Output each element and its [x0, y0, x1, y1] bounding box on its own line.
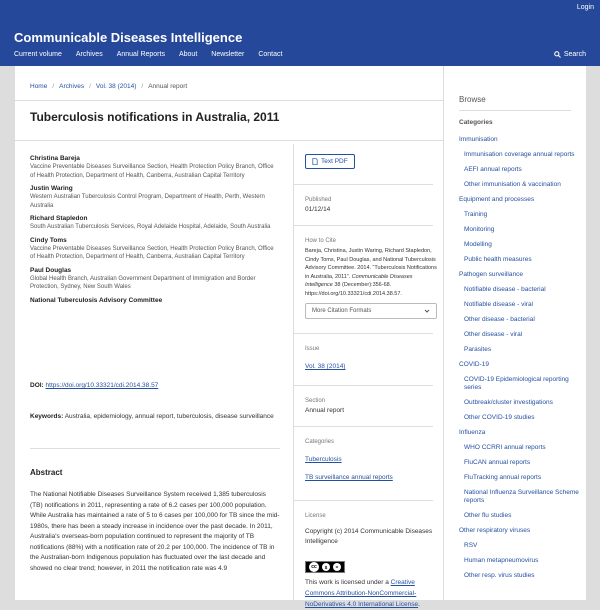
author-affiliation: South Australian Tuberculosis Services, Royal Adelaide Hospital, Adelaide, South Australia — [30, 224, 271, 230]
search-icon — [554, 51, 561, 58]
sidebar-subcategory-link[interactable]: Modelling — [464, 241, 492, 248]
license-link[interactable]: Creative Commons Attribution-NonCommercial-NoDerivatives 4.0 International License — [305, 579, 419, 608]
abstract-text: The National Notifiable Diseases Surveillance System received 1,385 tuberculosis (TB) notifications in 2011, representing a rate of 6.2 cases per 100,000 population. While Australia has maintained a rate of 5 to 6 cases per 100,000 for TB since the mid-1980s, there has been a steady increase in incidence over the past decade. In 2011, Australia's overseas-born population continued to represent the majority of TB notifications (88%) with a notification rate of 20.2 per 100,000. The incidence of TB in the Australian-born Indigenous population has fluctuated over the last decade and showed no clear trend; however, in 2011 the notification rate was 4.9 — [30, 491, 280, 572]
author-affiliation: Western Australian Tuberculosis Control Program, Department of Health, Perth, Western Australia — [30, 194, 265, 209]
sidebar-subcategory-link[interactable]: Training — [464, 211, 488, 218]
divider — [293, 500, 433, 501]
creative-commons-icon: cc $ = — [305, 561, 345, 573]
article-main — [14, 66, 444, 608]
divider — [293, 426, 433, 427]
author-name: Cindy Toms — [30, 236, 67, 244]
site-header — [0, 0, 600, 66]
sidebar-subcategory-link[interactable]: Other disease - viral — [464, 331, 523, 338]
author — [30, 296, 280, 305]
sidebar-subcategory-link[interactable]: Public health measures — [464, 256, 532, 263]
published-date: 01/12/14 — [305, 206, 331, 213]
author-list — [30, 154, 280, 309]
license-post: . — [418, 601, 420, 608]
sidebar-subcategory-link[interactable]: FluTracking annual reports — [464, 474, 542, 481]
doi-link[interactable]: https://doi.org/10.33321/cdi.2014.38.57 — [45, 382, 159, 389]
section-label: Section — [305, 398, 326, 404]
keywords-label: Keywords: — [30, 413, 64, 420]
login-link[interactable]: Login — [576, 4, 594, 11]
categories-heading: Categories — [459, 119, 493, 126]
breadcrumb-separator: / — [89, 83, 91, 90]
sidebar-subcategory-link[interactable]: Other immunisation & vaccination — [464, 181, 561, 188]
more-citation-formats-dropdown[interactable] — [305, 303, 437, 319]
browse-heading: Browse — [459, 95, 486, 104]
main-nav — [14, 51, 282, 58]
file-icon — [312, 158, 318, 165]
breadcrumb-volume[interactable]: Vol. 38 (2014) — [95, 83, 137, 90]
author — [30, 214, 280, 232]
nav-current-volume[interactable]: Current volume — [14, 51, 62, 58]
author-name: Richard Stapledon — [30, 215, 88, 222]
article-details — [305, 152, 437, 610]
nav-annual-reports[interactable]: Annual Reports — [116, 51, 165, 58]
divider — [30, 448, 280, 449]
category-list — [459, 136, 584, 587]
nav-contact[interactable]: Contact — [258, 51, 283, 58]
author — [30, 266, 280, 292]
sidebar-subcategory-link[interactable]: National Influenza Surveillance Scheme reports — [464, 489, 579, 504]
sidebar-category-link[interactable]: Pathogen surveillance — [459, 271, 523, 278]
sidebar-subcategory-link[interactable]: Immunisation coverage annual reports — [464, 151, 575, 158]
divider — [293, 184, 433, 185]
sidebar-category-link[interactable]: Influenza — [459, 429, 486, 436]
sidebar — [444, 66, 586, 600]
search-label: Search — [563, 51, 586, 58]
pdf-button-label: Text PDF — [321, 158, 348, 165]
cc-license-badge[interactable] — [305, 555, 437, 573]
nav-newsletter[interactable]: Newsletter — [211, 51, 245, 58]
license-label: License — [305, 513, 326, 519]
breadcrumb-separator: / — [141, 83, 144, 90]
article-title: Tuberculosis notifications in Australia, 2011 — [30, 110, 280, 124]
citation-plain: Bareja, Christina, Justin Waring, Richard Stapledon, Cindy Toms, Paul Douglas, and National Tuberculosis Advisory Committee. 2014. “Tuberculosis Notifications in Australia, 2011”. — [305, 248, 437, 280]
site-title[interactable]: Communicable Diseases Intelligence — [14, 30, 243, 45]
author-name: Paul Douglas — [30, 266, 72, 274]
divider — [15, 100, 445, 101]
column-divider — [293, 144, 294, 600]
copyright-text: Copyright (c) 2014 Communicable Diseases Intelligence — [305, 528, 433, 545]
sidebar-subcategory-link[interactable]: Other resp. virus studies — [464, 572, 535, 579]
breadcrumb-archives[interactable]: Archives — [59, 83, 85, 90]
issue-link[interactable]: Vol. 38 (2014) — [305, 363, 346, 370]
cite-label: How to Cite — [305, 238, 337, 244]
sidebar-category-link[interactable]: Other respiratory viruses — [459, 527, 531, 534]
sidebar-category-link[interactable]: COVID-19 — [459, 361, 489, 368]
doi-label: DOI: — [30, 382, 44, 389]
sidebar-subcategory-link[interactable]: Outbreak/cluster investigations — [464, 399, 553, 406]
sidebar-subcategory-link[interactable]: AEFI annual reports — [464, 166, 522, 173]
breadcrumb-separator: / — [52, 83, 55, 90]
divider — [293, 333, 433, 334]
more-formats-label: More Citation Formats — [312, 308, 372, 314]
author — [30, 154, 280, 180]
author-affiliation: Vaccine Preventable Diseases Surveillance Section, Health Protection Policy Branch, Office of Health Protection, Department of Health, Canberra, Australian Capital Territory — [30, 245, 274, 260]
author — [30, 236, 280, 262]
sidebar-subcategory-link[interactable]: Monitoring — [464, 226, 495, 233]
sidebar-subcategory-link[interactable]: Human metapneumovirus — [464, 557, 539, 564]
sidebar-subcategory-link[interactable]: COVID-19 Epidemiological reporting series — [464, 376, 569, 391]
license-pre: This work is licensed under a — [305, 579, 391, 586]
citation-text — [305, 247, 437, 298]
category-link[interactable]: TB surveillance annual reports — [305, 474, 393, 481]
sidebar-category-link[interactable]: Equipment and processes — [459, 196, 535, 203]
sidebar-subcategory-link[interactable]: Other flu studies — [464, 512, 512, 519]
author — [30, 184, 280, 210]
divider — [293, 385, 433, 386]
sidebar-subcategory-link[interactable]: Parasites — [464, 346, 492, 353]
published-label: Published — [305, 197, 332, 203]
author-affiliation: Global Health Branch, Australian Government Department of Immigration and Border Protection, Sydney, New South Wales — [30, 275, 256, 290]
breadcrumb — [30, 83, 187, 90]
author-affiliation: Vaccine Preventable Diseases Surveillance Section, Health Protection Policy Branch, Office of Health Protection, Department of Health, Canberra, Australian Capital Territory — [30, 164, 274, 179]
sidebar-subcategory-link[interactable]: Other COVID-19 studies — [464, 414, 535, 421]
sidebar-subcategory-link[interactable]: RSV — [464, 542, 478, 549]
sidebar-subcategory-link[interactable]: Notifiable disease - viral — [464, 301, 534, 308]
section-value: Annual report — [305, 407, 345, 414]
divider — [293, 225, 433, 226]
breadcrumb-current: Annual report — [148, 83, 188, 90]
author-name: Justin Waring — [30, 185, 73, 192]
category-link[interactable]: Tuberculosis — [305, 456, 342, 463]
categories-label: Categories — [305, 439, 335, 445]
chevron-down-icon — [424, 308, 430, 314]
nav-about[interactable]: About — [178, 51, 198, 58]
nav-archives[interactable]: Archives — [75, 51, 103, 58]
divider — [459, 110, 571, 111]
abstract-heading: Abstract — [30, 468, 63, 477]
breadcrumb-home[interactable]: Home — [30, 83, 48, 90]
pdf-button[interactable] — [305, 154, 355, 169]
keywords — [30, 412, 280, 422]
sidebar-category-link[interactable]: Immunisation — [459, 136, 498, 143]
author-name: National Tuberculosis Advisory Committee — [30, 296, 163, 304]
citation-rest: 38 (December):356-68. https://doi.org/10.33321/cdi.2014.38.57. — [305, 282, 402, 297]
sidebar-subcategory-link[interactable]: WHO CCRRI annual reports — [464, 444, 546, 451]
doi — [30, 382, 158, 389]
search-link[interactable] — [554, 51, 586, 58]
license-text — [305, 577, 437, 610]
author-name: Christina Bareja — [30, 155, 80, 162]
sidebar-subcategory-link[interactable]: Other disease - bacterial — [464, 316, 535, 323]
sidebar-subcategory-link[interactable]: Notifiable disease - bacterial — [464, 286, 546, 293]
issue-label: Issue — [305, 346, 320, 352]
keywords-text: Australia, epidemiology, annual report, tuberculosis, disease surveillance — [64, 413, 274, 420]
sidebar-subcategory-link[interactable]: FluCAN annual reports — [464, 459, 531, 466]
citation-journal: Communicable Diseases Intelligence — [305, 273, 413, 288]
divider — [15, 140, 445, 141]
